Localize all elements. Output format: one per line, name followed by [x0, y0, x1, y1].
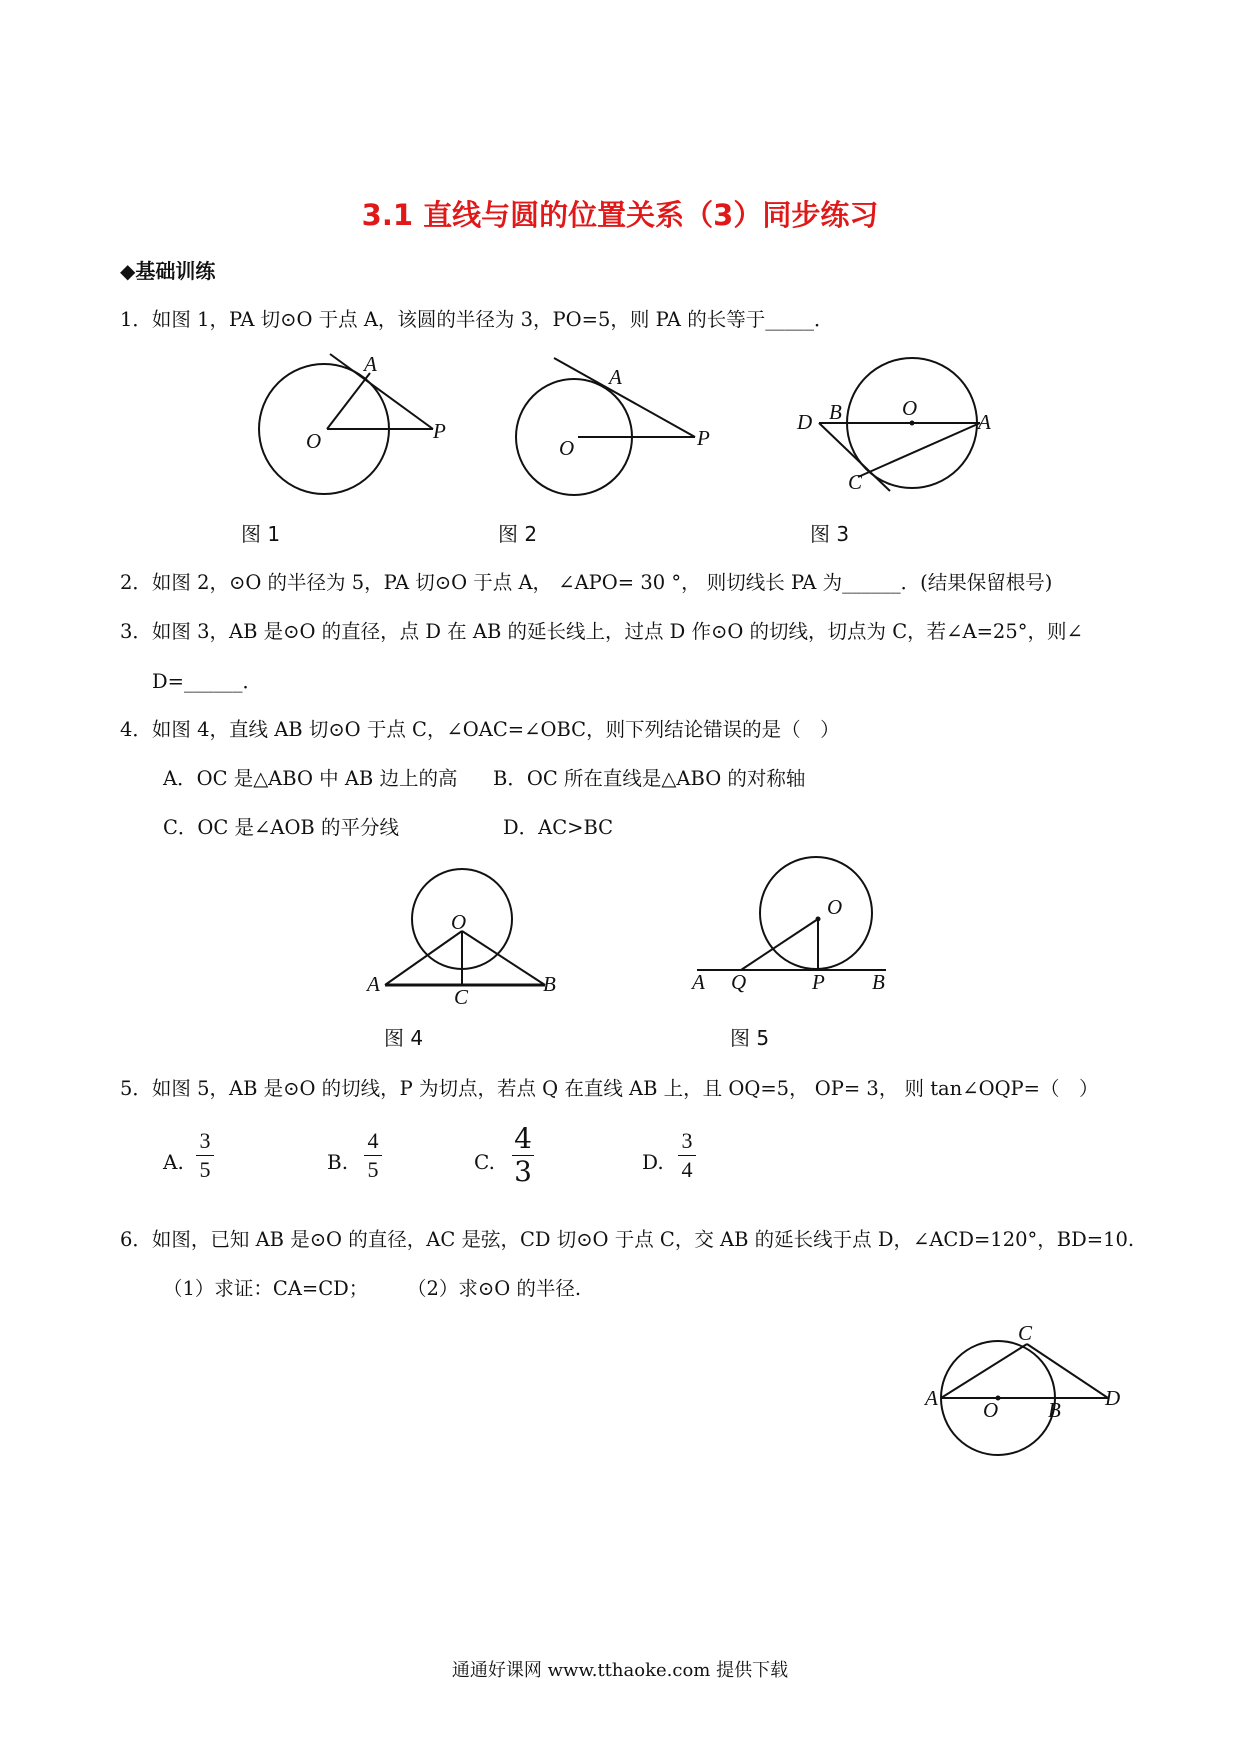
- question-3-line-2: D=______．: [152, 670, 262, 693]
- fig3-center-dot: [910, 421, 915, 426]
- fig1-caption: 图 1: [241, 522, 281, 546]
- fig6-label-d: D: [1105, 1386, 1121, 1410]
- question-4-option-d: D．AC>BC: [503, 816, 614, 839]
- question-6-part-2: （2）求⊙O 的半径.: [407, 1277, 582, 1300]
- q5-option-d-label: D.: [642, 1150, 664, 1174]
- section-heading: ◆基础训练: [120, 259, 216, 283]
- fig2-label-p: P: [697, 426, 710, 450]
- fig6-label-a: A: [925, 1386, 938, 1410]
- fig4-label-b: B: [543, 972, 556, 996]
- fig3-line-ac: [858, 423, 980, 477]
- question-1: 1．如图 1，PA 切⊙O 于点 A，该圆的半径为 3，PO=5，则 PA 的长等于_____．: [120, 308, 834, 331]
- fig2-caption: 图 2: [498, 522, 538, 546]
- page-title: 3.1 直线与圆的位置关系（3）同步练习: [361, 198, 879, 232]
- question-4: 4．如图 4，直线 AB 切⊙O 于点 C，∠OAC=∠OBC，则下列结论错误的是（ ）: [120, 718, 840, 741]
- fig5-label-q: Q: [731, 970, 747, 994]
- fig3-caption: 图 3: [810, 522, 850, 546]
- fig1-line-oa: [327, 373, 370, 429]
- q5-option-c-label: C.: [474, 1150, 495, 1174]
- fig6-label-o: O: [983, 1398, 999, 1422]
- fraction-bar: [678, 1155, 696, 1156]
- q5-option-c-numerator: 4: [514, 1122, 532, 1155]
- fig5-circle: [760, 857, 872, 969]
- fig2-label-o: O: [559, 436, 575, 460]
- question-6-part-1: （1）求证：CA=CD；: [163, 1277, 369, 1300]
- q5-option-a-fraction: [196, 1128, 214, 1183]
- fig5-line-oq: [741, 919, 818, 970]
- question-6: 6．如图，已知 AB 是⊙O 的直径，AC 是弦，CD 切⊙O 于点 C，交 AB 的延长线于点 D，∠ACD=120°，BD=10.: [120, 1228, 1135, 1251]
- fig6-tangent: [1027, 1344, 1108, 1398]
- q5-option-a-denominator: 5: [199, 1157, 211, 1182]
- fig5-center-dot: [816, 917, 821, 922]
- fig5-label-b: B: [872, 970, 885, 994]
- question-4-option-b: B．OC 所在直线是△ABO 的对称轴: [493, 767, 806, 790]
- fig4-line-ob: [462, 931, 545, 985]
- q5-option-a-numerator: 3: [199, 1128, 211, 1153]
- q5-option-d-denominator: 4: [681, 1157, 693, 1182]
- question-4-option-c: C．OC 是∠AOB 的平分线: [163, 816, 399, 839]
- page-footer: 通通好课网 www.tthaoke.com 提供下载: [451, 1660, 789, 1681]
- fig3-label-c: C: [848, 470, 863, 494]
- q5-option-d-numerator: 3: [681, 1128, 693, 1153]
- fig3-label-b: B: [829, 400, 842, 424]
- fig1-label-o: O: [306, 429, 322, 453]
- q5-option-b-fraction: [364, 1128, 382, 1183]
- q5-option-c-fraction: [512, 1124, 534, 1187]
- question-5: 5．如图 5，AB 是⊙O 的切线，P 为切点，若点 Q 在直线 AB 上，且 OQ=5， OP= 3， 则 tan∠OQP=（ ）: [120, 1077, 1099, 1100]
- fig4-label-c: C: [454, 985, 469, 1009]
- q5-option-b-label: B.: [327, 1150, 349, 1174]
- fig6-line-ac: [941, 1344, 1027, 1398]
- fig4-caption: 图 4: [384, 1026, 424, 1050]
- fig3-label-d: D: [797, 410, 813, 434]
- fig6-label-b: B: [1048, 1398, 1061, 1422]
- q5-option-c-denominator: 3: [514, 1155, 532, 1188]
- fraction-bar: [364, 1155, 382, 1156]
- fig2-tangent: [554, 358, 695, 437]
- fig2-label-a: A: [609, 365, 622, 389]
- fig5-label-o: O: [827, 895, 843, 919]
- fig4-label-o: O: [451, 910, 467, 934]
- fig3-label-a: A: [978, 410, 991, 434]
- fig1-label-a: A: [364, 352, 377, 376]
- question-4-option-a: A．OC 是△ABO 中 AB 边上的高: [163, 767, 458, 790]
- fig6-label-c: C: [1018, 1321, 1033, 1345]
- fig4-label-a: A: [367, 972, 380, 996]
- fig1-label-p: P: [433, 419, 446, 443]
- fig4-line-oa: [385, 931, 462, 985]
- q5-option-b-numerator: 4: [367, 1128, 379, 1153]
- question-3-line-1: 3．如图 3，AB 是⊙O 的直径，点 D 在 AB 的延长线上，过点 D 作⊙O 的切线，切点为 C，若∠A=25°，则∠: [120, 620, 1083, 643]
- fig5-label-a: A: [692, 970, 705, 994]
- fig1-tangent: [330, 354, 433, 429]
- question-2: 2．如图 2，⊙O 的半径为 5，PA 切⊙O 于点 A， ∠APO= 30 °， 则切线长 PA 为______．(结果保留根号): [120, 571, 1053, 594]
- fig3-label-o: O: [902, 396, 918, 420]
- fig5-label-p: P: [812, 970, 825, 994]
- q5-option-a-label: A.: [163, 1150, 184, 1174]
- q5-option-b-denominator: 5: [367, 1157, 379, 1182]
- fig5-caption: 图 5: [730, 1026, 770, 1050]
- fraction-bar: [196, 1155, 214, 1156]
- q5-option-d-fraction: [678, 1128, 696, 1183]
